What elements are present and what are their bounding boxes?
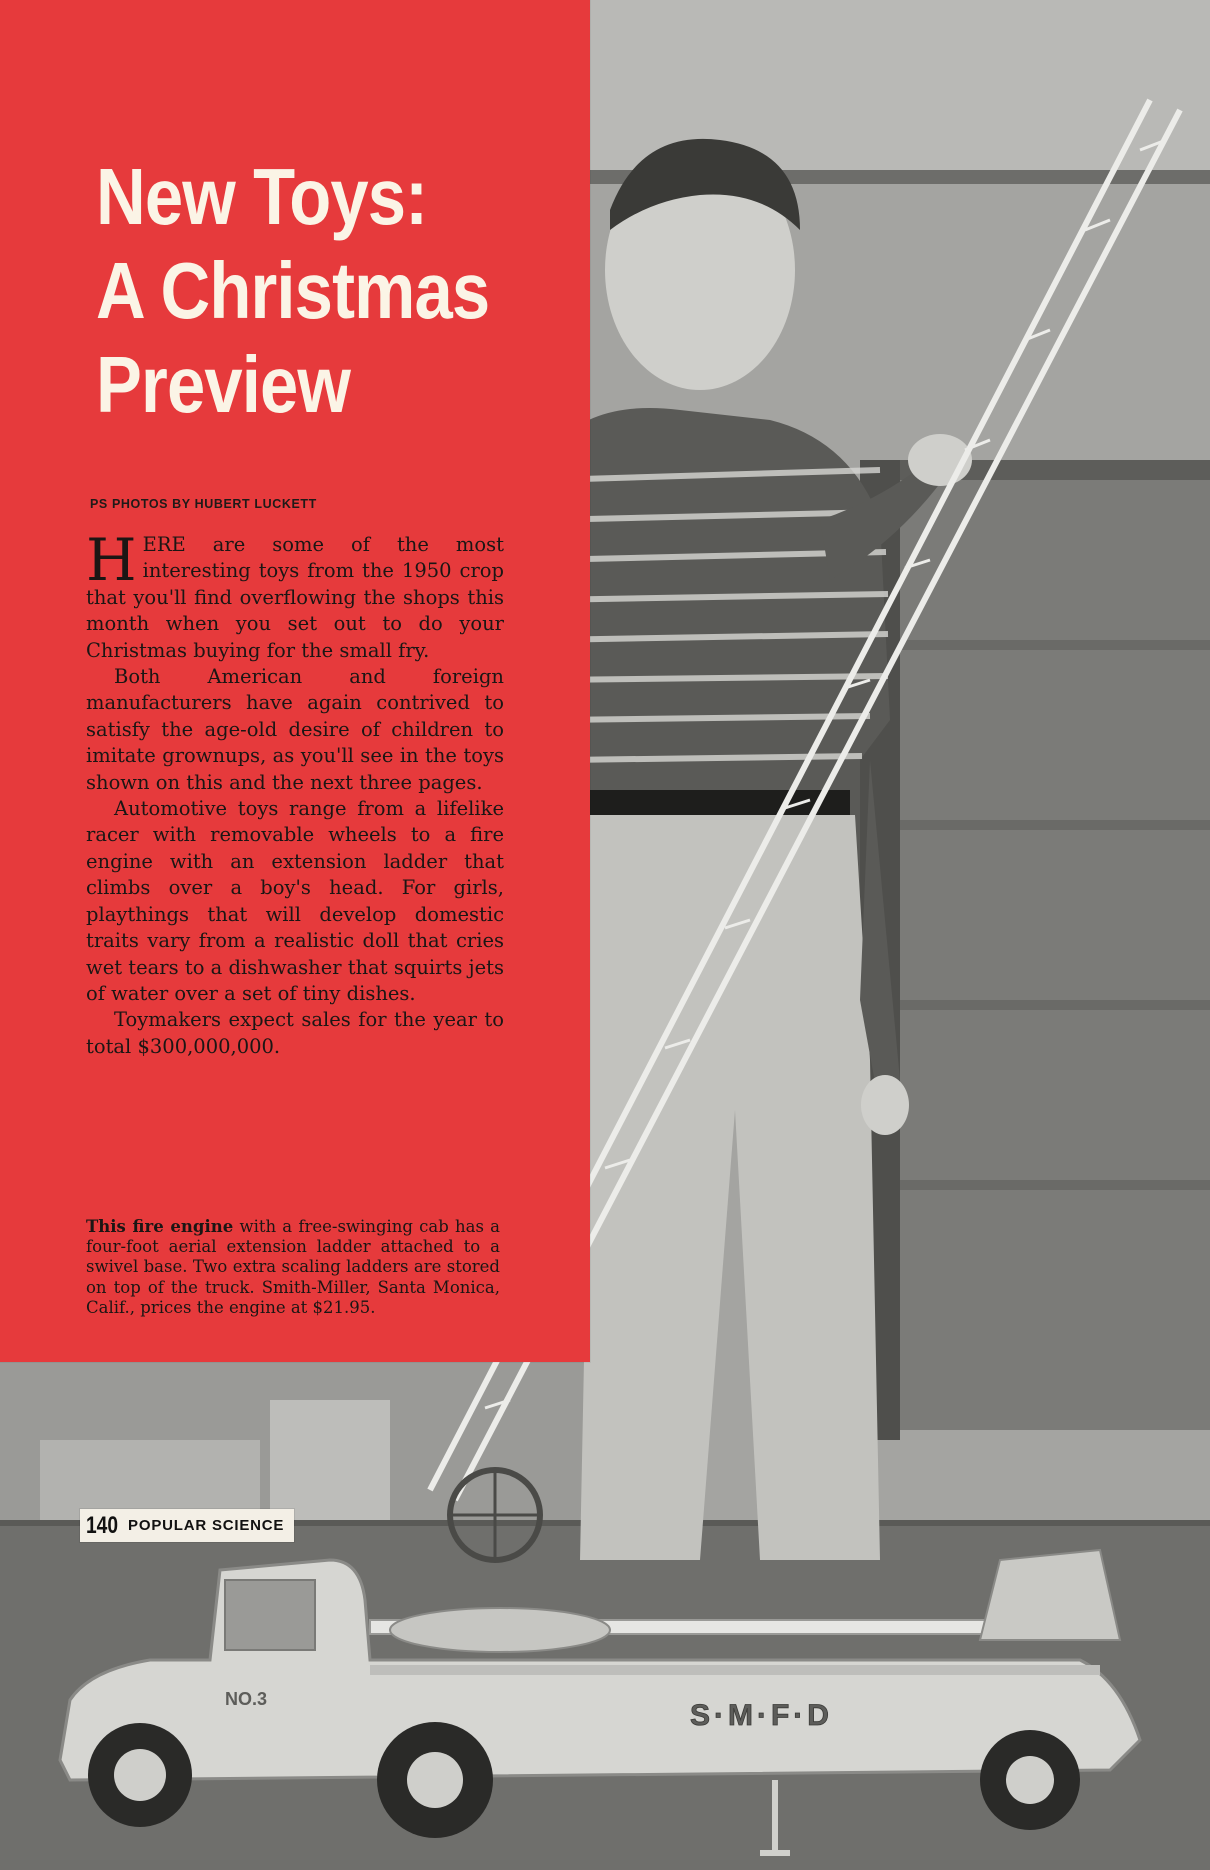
paragraph-3: Automotive toys range from a lifelike racer with removable wheels to a fire engine with an extension ladder that climbs over a boy's head. For girls, playthings that will develop domestic traits vary from a realistic doll that cries wet tears to a dishwasher that squirts jets of water over a set of tiny dishes. xyxy=(86,797,504,1005)
magazine-name: POPULAR SCIENCE xyxy=(128,1517,285,1534)
headline-line-1: New Toys: xyxy=(96,152,428,241)
headline-line-3: Preview xyxy=(96,340,351,429)
article-headline xyxy=(96,150,500,432)
truck-cab-marking: NO.3 xyxy=(225,1689,268,1709)
paragraph-1-text: ERE are some of the most interesting toys from the 1950 crop that you'll find overflowing the shops this month when you set out to do your Christmas buying for the small fry. xyxy=(86,533,504,662)
article-body xyxy=(86,526,504,1060)
drop-cap: H xyxy=(86,526,137,594)
paragraph-2: Both American and foreign manufacturers have again contrived to satisfy the age-old desire of children to imitate grownups, as you'll see in the toys shown on this and the next three pages. xyxy=(86,665,504,794)
paragraph-4: Toymakers expect sales for the year to total $300,000,000. xyxy=(86,1008,504,1058)
photo-credit: PS PHOTOS BY HUBERT LUCKETT xyxy=(90,497,317,511)
caption-text: with a free-swinging cab has a four-foot aerial extension ladder attached to a swivel base. Two extra scaling ladders are stored on top of the truck. Smith-Miller, Santa Monica, Calif., prices the engine at $21.95. xyxy=(86,1217,500,1317)
photo-caption xyxy=(86,1217,500,1318)
truck-side-marking: S·M·F·D xyxy=(690,1699,833,1732)
red-text-panel xyxy=(0,0,590,1362)
paragraph-1 xyxy=(86,526,504,664)
caption-lead: This fire engine xyxy=(86,1217,234,1236)
page-folio xyxy=(80,1509,294,1542)
headline-line-2: A Christmas xyxy=(96,246,490,335)
page-number: 140 xyxy=(86,1511,119,1539)
